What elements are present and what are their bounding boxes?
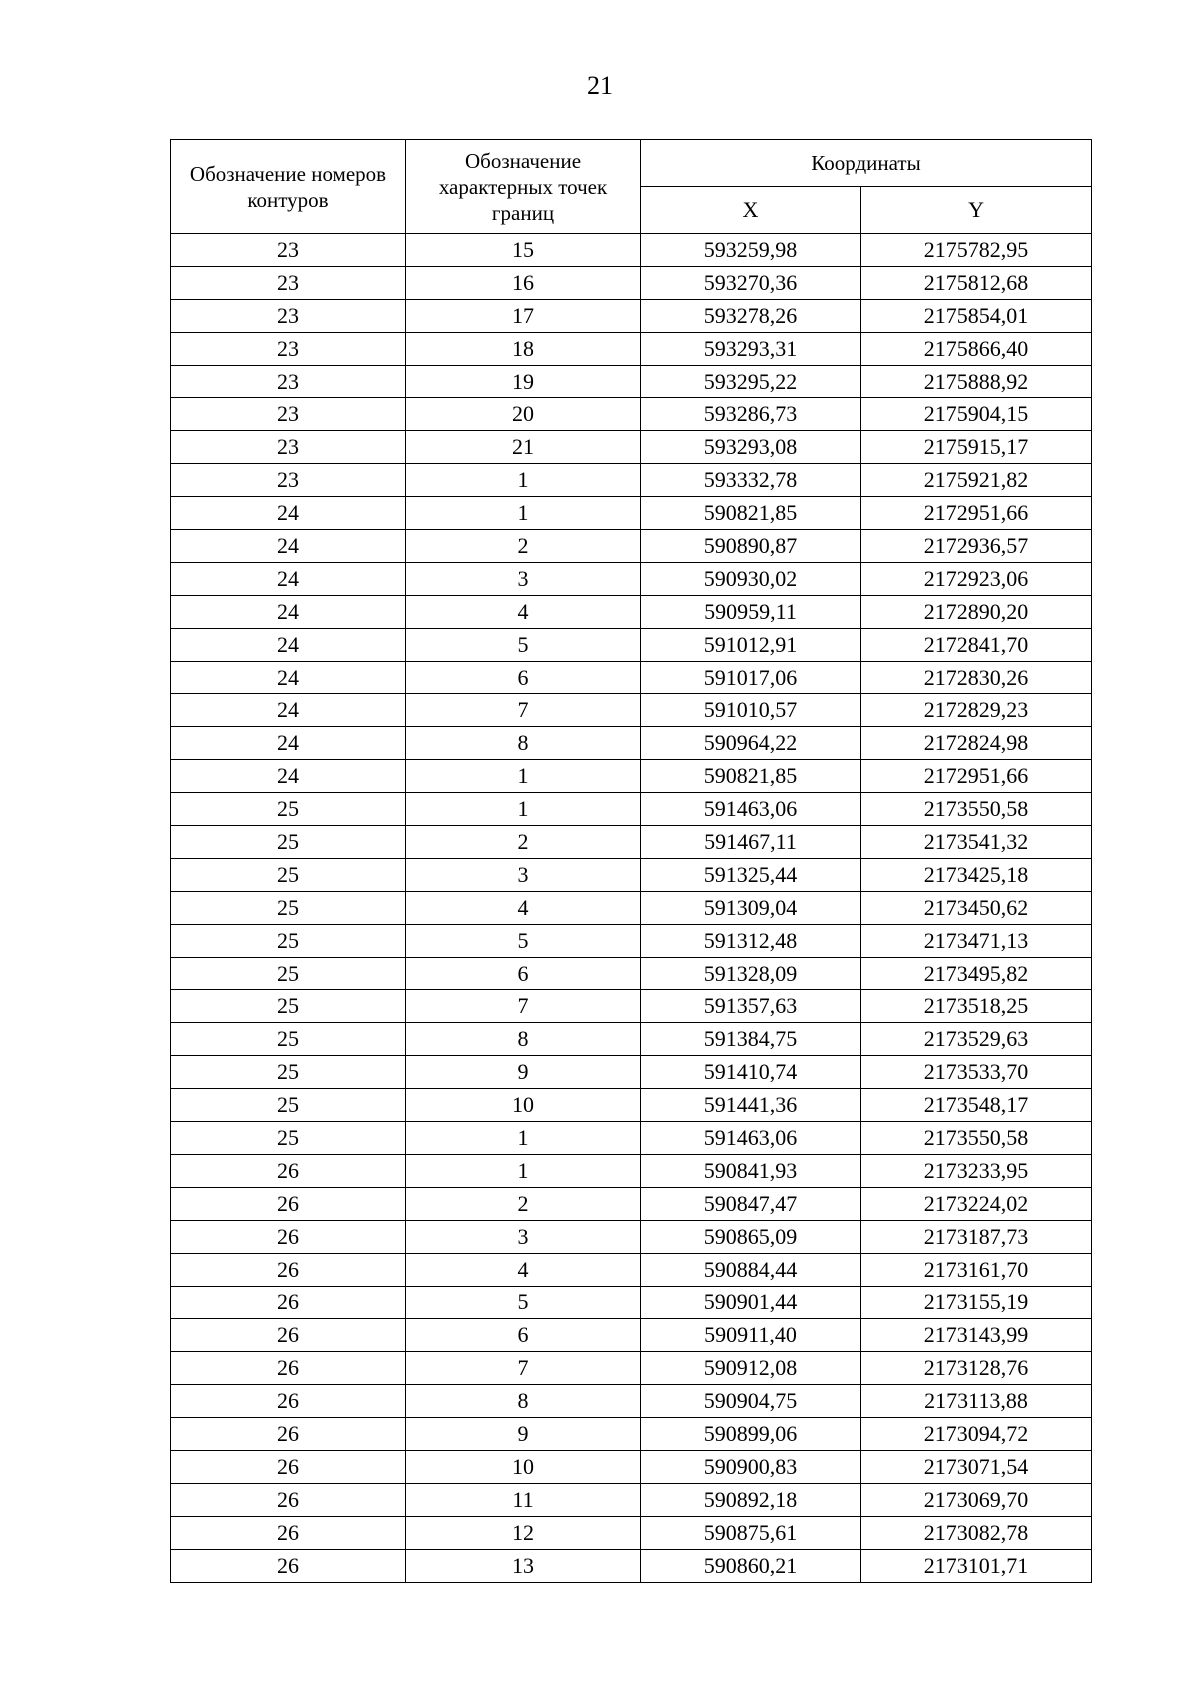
cell-contour: 24	[171, 595, 406, 628]
cell-y: 2173425,18	[861, 858, 1092, 891]
cell-y: 2173529,63	[861, 1023, 1092, 1056]
cell-x: 590890,87	[641, 530, 861, 563]
cell-x: 590930,02	[641, 562, 861, 595]
cell-point: 4	[406, 595, 641, 628]
coordinates-table	[170, 139, 1092, 1583]
cell-contour: 25	[171, 1122, 406, 1155]
cell-point: 7	[406, 694, 641, 727]
cell-point: 2	[406, 1187, 641, 1220]
cell-contour: 25	[171, 793, 406, 826]
cell-y: 2173082,78	[861, 1516, 1092, 1549]
cell-contour: 24	[171, 661, 406, 694]
table-row	[171, 530, 1092, 563]
table-row	[171, 891, 1092, 924]
cell-point: 13	[406, 1549, 641, 1582]
cell-contour: 23	[171, 266, 406, 299]
table-row	[171, 1418, 1092, 1451]
cell-x: 590821,85	[641, 760, 861, 793]
cell-contour: 26	[171, 1220, 406, 1253]
table-row	[171, 299, 1092, 332]
cell-y: 2173113,88	[861, 1385, 1092, 1418]
cell-x: 593286,73	[641, 398, 861, 431]
table-row	[171, 628, 1092, 661]
cell-point: 11	[406, 1483, 641, 1516]
cell-x: 593293,31	[641, 332, 861, 365]
cell-x: 591309,04	[641, 891, 861, 924]
cell-contour: 26	[171, 1319, 406, 1352]
cell-y: 2172951,66	[861, 760, 1092, 793]
cell-y: 2172936,57	[861, 530, 1092, 563]
cell-point: 17	[406, 299, 641, 332]
cell-point: 3	[406, 858, 641, 891]
cell-point: 2	[406, 530, 641, 563]
table-row	[171, 595, 1092, 628]
cell-contour: 23	[171, 464, 406, 497]
cell-x: 593270,36	[641, 266, 861, 299]
table-row	[171, 990, 1092, 1023]
cell-x: 593278,26	[641, 299, 861, 332]
cell-contour: 26	[171, 1450, 406, 1483]
table-row	[171, 266, 1092, 299]
cell-contour: 24	[171, 562, 406, 595]
cell-x: 593259,98	[641, 234, 861, 267]
table-row	[171, 858, 1092, 891]
cell-point: 1	[406, 497, 641, 530]
cell-contour: 26	[171, 1483, 406, 1516]
cell-contour: 25	[171, 957, 406, 990]
cell-x: 590875,61	[641, 1516, 861, 1549]
cell-contour: 25	[171, 924, 406, 957]
cell-point: 16	[406, 266, 641, 299]
cell-x: 591012,91	[641, 628, 861, 661]
cell-x: 590847,47	[641, 1187, 861, 1220]
cell-contour: 23	[171, 234, 406, 267]
table-row	[171, 1385, 1092, 1418]
cell-contour: 25	[171, 891, 406, 924]
table-row	[171, 1056, 1092, 1089]
cell-x: 591410,74	[641, 1056, 861, 1089]
cell-x: 591384,75	[641, 1023, 861, 1056]
cell-contour: 24	[171, 530, 406, 563]
cell-y: 2173094,72	[861, 1418, 1092, 1451]
cell-x: 590860,21	[641, 1549, 861, 1582]
cell-y: 2173101,71	[861, 1549, 1092, 1582]
header-contour-number: Обозначение номеров контуров	[171, 140, 406, 234]
cell-y: 2175866,40	[861, 332, 1092, 365]
cell-contour: 26	[171, 1253, 406, 1286]
header-coordinates: Координаты	[641, 140, 1092, 187]
cell-x: 591017,06	[641, 661, 861, 694]
cell-point: 6	[406, 957, 641, 990]
cell-point: 7	[406, 990, 641, 1023]
cell-y: 2173071,54	[861, 1450, 1092, 1483]
cell-contour: 23	[171, 365, 406, 398]
cell-point: 12	[406, 1516, 641, 1549]
table-row	[171, 431, 1092, 464]
cell-x: 591312,48	[641, 924, 861, 957]
cell-x: 591010,57	[641, 694, 861, 727]
cell-point: 18	[406, 332, 641, 365]
cell-contour: 25	[171, 858, 406, 891]
cell-x: 591325,44	[641, 858, 861, 891]
cell-x: 590959,11	[641, 595, 861, 628]
table-row	[171, 1483, 1092, 1516]
cell-point: 6	[406, 661, 641, 694]
cell-y: 2175904,15	[861, 398, 1092, 431]
cell-point: 8	[406, 1385, 641, 1418]
table-row	[171, 1516, 1092, 1549]
cell-y: 2173450,62	[861, 891, 1092, 924]
table-row	[171, 661, 1092, 694]
cell-point: 1	[406, 464, 641, 497]
table-body	[171, 234, 1092, 1583]
cell-x: 590841,93	[641, 1154, 861, 1187]
table-row	[171, 1023, 1092, 1056]
table-row	[171, 1253, 1092, 1286]
cell-y: 2173143,99	[861, 1319, 1092, 1352]
table-row	[171, 398, 1092, 431]
cell-point: 5	[406, 924, 641, 957]
cell-x: 591463,06	[641, 793, 861, 826]
cell-y: 2173495,82	[861, 957, 1092, 990]
cell-point: 20	[406, 398, 641, 431]
cell-contour: 26	[171, 1418, 406, 1451]
cell-contour: 25	[171, 990, 406, 1023]
cell-y: 2173224,02	[861, 1187, 1092, 1220]
cell-y: 2173233,95	[861, 1154, 1092, 1187]
cell-contour: 25	[171, 1089, 406, 1122]
table-row	[171, 957, 1092, 990]
cell-x: 591467,11	[641, 826, 861, 859]
cell-x: 591441,36	[641, 1089, 861, 1122]
cell-y: 2172824,98	[861, 727, 1092, 760]
table-row	[171, 464, 1092, 497]
table-row	[171, 562, 1092, 595]
cell-x: 590911,40	[641, 1319, 861, 1352]
table-row	[171, 1154, 1092, 1187]
header-point-number: Обозначение характерных точек границ	[406, 140, 641, 234]
table-row	[171, 826, 1092, 859]
cell-x: 590900,83	[641, 1450, 861, 1483]
cell-point: 19	[406, 365, 641, 398]
cell-x: 590865,09	[641, 1220, 861, 1253]
table-row	[171, 1319, 1092, 1352]
table-row	[171, 332, 1092, 365]
cell-contour: 26	[171, 1516, 406, 1549]
cell-contour: 24	[171, 727, 406, 760]
cell-point: 4	[406, 891, 641, 924]
table-row	[171, 793, 1092, 826]
table-row	[171, 234, 1092, 267]
header-y: Y	[861, 187, 1092, 234]
cell-y: 2175812,68	[861, 266, 1092, 299]
cell-contour: 25	[171, 826, 406, 859]
cell-y: 2172830,26	[861, 661, 1092, 694]
cell-contour: 26	[171, 1187, 406, 1220]
cell-x: 591328,09	[641, 957, 861, 990]
cell-y: 2175854,01	[861, 299, 1092, 332]
cell-x: 590899,06	[641, 1418, 861, 1451]
table-row	[171, 727, 1092, 760]
cell-y: 2175915,17	[861, 431, 1092, 464]
cell-x: 590912,08	[641, 1352, 861, 1385]
cell-y: 2175921,82	[861, 464, 1092, 497]
cell-y: 2175782,95	[861, 234, 1092, 267]
table-row	[171, 497, 1092, 530]
cell-point: 8	[406, 1023, 641, 1056]
cell-y: 2173550,58	[861, 1122, 1092, 1155]
header-x: X	[641, 187, 861, 234]
cell-point: 1	[406, 1154, 641, 1187]
cell-point: 10	[406, 1450, 641, 1483]
cell-point: 3	[406, 1220, 641, 1253]
table-row	[171, 694, 1092, 727]
table-row	[171, 1352, 1092, 1385]
cell-y: 2173541,32	[861, 826, 1092, 859]
cell-x: 590884,44	[641, 1253, 861, 1286]
table-row	[171, 1286, 1092, 1319]
cell-y: 2173548,17	[861, 1089, 1092, 1122]
cell-point: 5	[406, 1286, 641, 1319]
cell-x: 590964,22	[641, 727, 861, 760]
cell-contour: 26	[171, 1549, 406, 1582]
cell-contour: 26	[171, 1385, 406, 1418]
cell-x: 590821,85	[641, 497, 861, 530]
cell-contour: 26	[171, 1286, 406, 1319]
cell-y: 2173518,25	[861, 990, 1092, 1023]
cell-contour: 23	[171, 431, 406, 464]
cell-y: 2173155,19	[861, 1286, 1092, 1319]
cell-point: 21	[406, 431, 641, 464]
cell-contour: 23	[171, 299, 406, 332]
cell-point: 2	[406, 826, 641, 859]
table-row	[171, 1450, 1092, 1483]
cell-contour: 23	[171, 332, 406, 365]
table-header	[171, 140, 1092, 234]
cell-y: 2173533,70	[861, 1056, 1092, 1089]
cell-point: 9	[406, 1056, 641, 1089]
cell-x: 590904,75	[641, 1385, 861, 1418]
cell-point: 3	[406, 562, 641, 595]
cell-contour: 24	[171, 694, 406, 727]
table-row	[171, 1187, 1092, 1220]
cell-contour: 23	[171, 398, 406, 431]
cell-y: 2172890,20	[861, 595, 1092, 628]
cell-contour: 25	[171, 1056, 406, 1089]
cell-y: 2173161,70	[861, 1253, 1092, 1286]
cell-y: 2173069,70	[861, 1483, 1092, 1516]
cell-point: 10	[406, 1089, 641, 1122]
cell-x: 593332,78	[641, 464, 861, 497]
cell-point: 5	[406, 628, 641, 661]
cell-contour: 26	[171, 1352, 406, 1385]
cell-point: 1	[406, 1122, 641, 1155]
cell-point: 1	[406, 760, 641, 793]
table-row	[171, 365, 1092, 398]
cell-point: 4	[406, 1253, 641, 1286]
cell-point: 6	[406, 1319, 641, 1352]
cell-y: 2173550,58	[861, 793, 1092, 826]
cell-x: 593293,08	[641, 431, 861, 464]
table-row	[171, 1089, 1092, 1122]
cell-y: 2172951,66	[861, 497, 1092, 530]
cell-contour: 24	[171, 497, 406, 530]
cell-x: 593295,22	[641, 365, 861, 398]
page-number: 21	[587, 71, 613, 100]
cell-point: 1	[406, 793, 641, 826]
cell-point: 7	[406, 1352, 641, 1385]
cell-contour: 26	[171, 1154, 406, 1187]
cell-contour: 24	[171, 760, 406, 793]
cell-point: 8	[406, 727, 641, 760]
cell-x: 591463,06	[641, 1122, 861, 1155]
table-row	[171, 760, 1092, 793]
cell-point: 15	[406, 234, 641, 267]
cell-y: 2173187,73	[861, 1220, 1092, 1253]
cell-contour: 25	[171, 1023, 406, 1056]
cell-point: 9	[406, 1418, 641, 1451]
cell-x: 591357,63	[641, 990, 861, 1023]
cell-x: 590901,44	[641, 1286, 861, 1319]
cell-x: 590892,18	[641, 1483, 861, 1516]
cell-y: 2175888,92	[861, 365, 1092, 398]
table-row	[171, 1122, 1092, 1155]
cell-y: 2172923,06	[861, 562, 1092, 595]
table-row	[171, 924, 1092, 957]
cell-y: 2172829,23	[861, 694, 1092, 727]
cell-contour: 24	[171, 628, 406, 661]
cell-y: 2173128,76	[861, 1352, 1092, 1385]
cell-y: 2173471,13	[861, 924, 1092, 957]
table-row	[171, 1220, 1092, 1253]
cell-y: 2172841,70	[861, 628, 1092, 661]
table-row	[171, 1549, 1092, 1582]
